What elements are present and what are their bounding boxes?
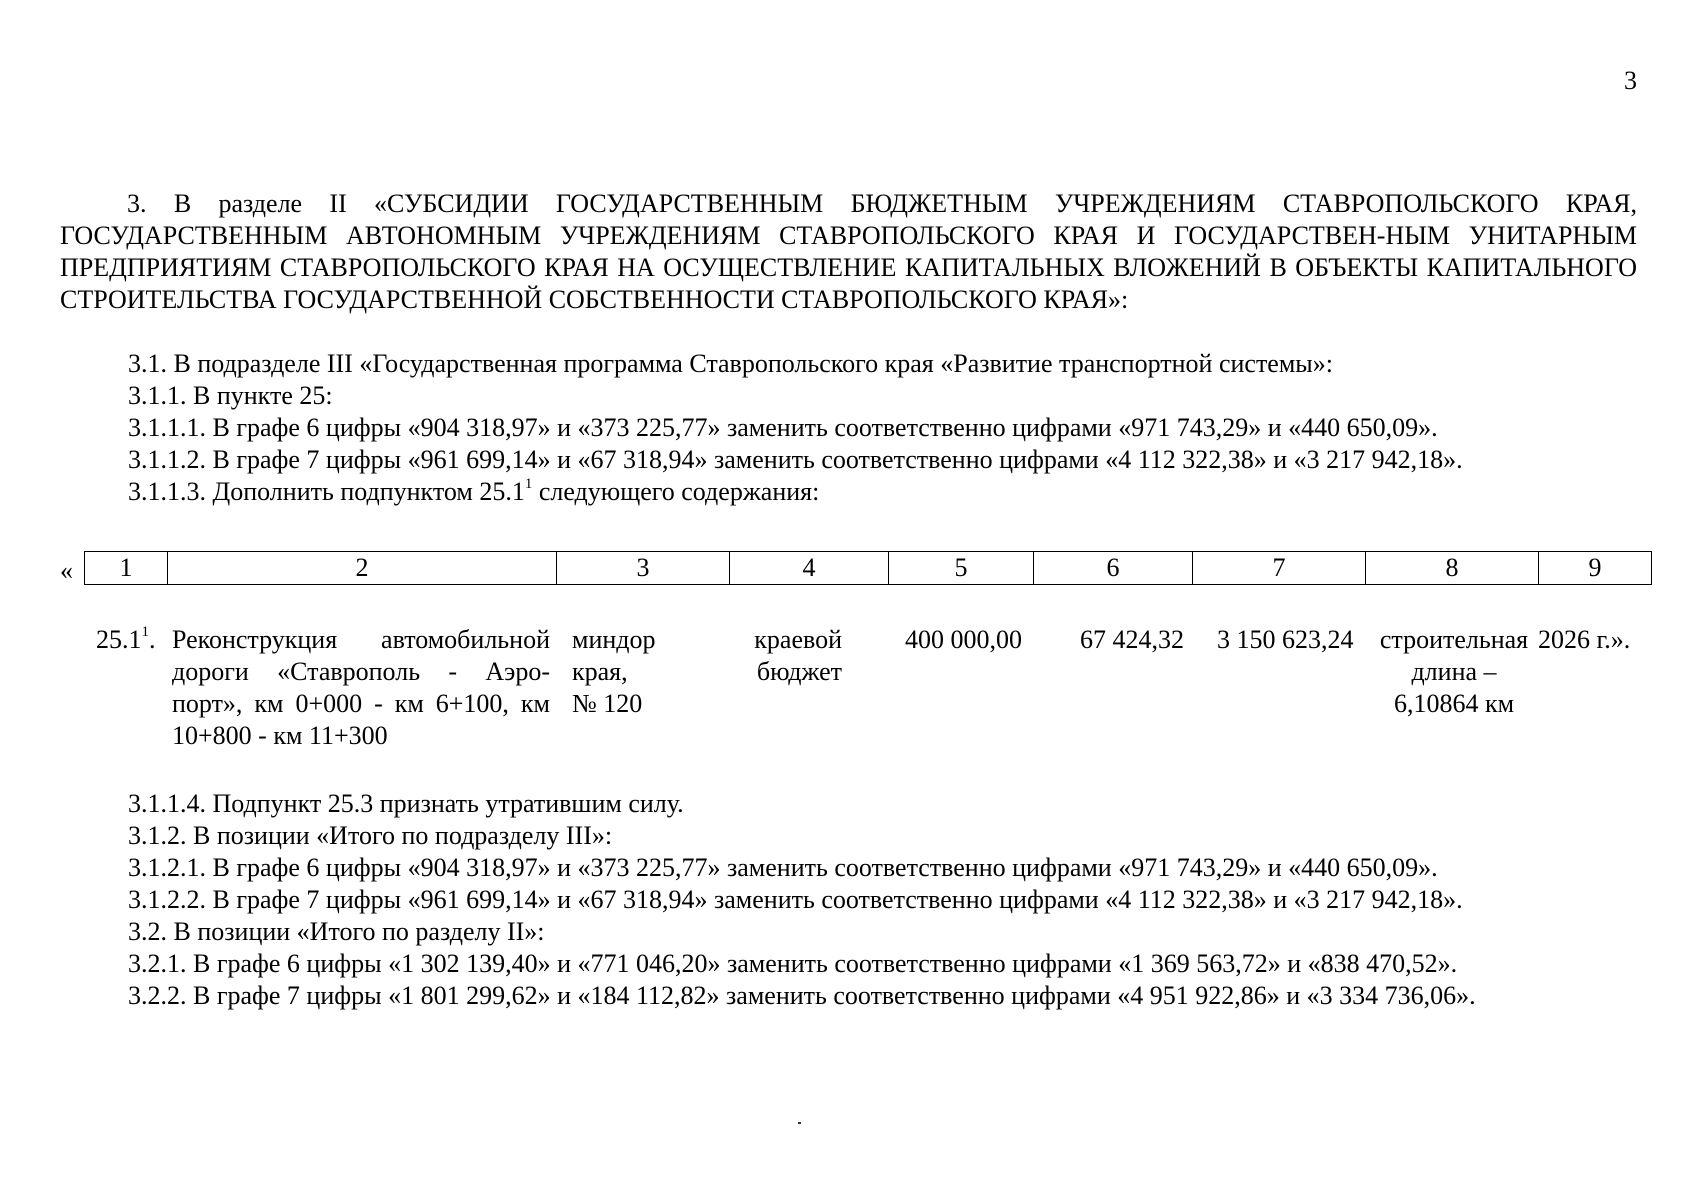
line-113-text: 3.1.1.3. Дополнить подпунктом 25.1 <box>128 477 525 506</box>
page-number: 3 <box>1624 66 1637 95</box>
amendment-line: 3.2.2. В графе 7 цифры «1 801 299,62» и «184 112,82» заменить соответственно цифрами «4 951 922,86» и «3 334 736,06». <box>128 981 1476 1010</box>
line-113-sup: 1 <box>524 476 533 493</box>
amendment-line: 3.1.2. В позиции «Итого по подразделу III»: <box>128 821 613 850</box>
value-col5: 400 000,00 <box>905 625 1022 654</box>
customer-line: № 120 <box>572 689 643 718</box>
amendment-line: 3.1.2.2. В графе 7 цифры «961 699,14» и «67 318,94» заменить соответственно цифрами «4 112 322,38» и «3 217 942,18». <box>128 885 1463 914</box>
row-number-text: 25.1 <box>96 625 142 654</box>
capacity <box>1373 624 1535 720</box>
column-number-cell: 4 <box>730 552 889 585</box>
funding-source-line: краевой <box>754 625 842 654</box>
value-col7: 3 150 623,24 <box>1217 625 1354 654</box>
column-number-cell: 3 <box>557 552 730 585</box>
capacity-line: строительная <box>1379 625 1529 654</box>
customer <box>572 624 672 720</box>
amendment-line-113 <box>128 476 1463 508</box>
column-number-cell: 8 <box>1366 552 1539 585</box>
amendment-line: 3.2. В позиции «Итого по разделу II»: <box>128 917 545 946</box>
open-quote-mark: « <box>60 556 73 585</box>
amendment-line: 3.1.1.2. В графе 7 цифры «961 699,14» и «67 318,94» заменить соответственно цифрами «4 112 322,38» и «3 217 942,18». <box>128 445 1463 474</box>
amendment-line: 3.1.2.1. В графе 6 цифры «904 318,97» и «373 225,77» заменить соответственно цифрами «971 743,29» и «440 650,09». <box>128 853 1438 882</box>
amendment-list-top <box>128 348 1463 508</box>
column-number-cell: 2 <box>168 552 557 585</box>
amendment-line: 3.1.1. В пункте 25: <box>128 381 333 410</box>
column-number-cell: 7 <box>1193 552 1366 585</box>
funding-source <box>730 624 842 688</box>
capacity-line: длина – <box>1411 657 1497 686</box>
row-number <box>96 624 156 656</box>
capacity-line: 6,10864 км <box>1393 689 1515 718</box>
column-number-cell: 9 <box>1539 552 1652 585</box>
funding-source-line: бюджет <box>756 657 842 686</box>
amendment-line: 3.1.1.1. В графе 6 цифры «904 318,97» и «373 225,77» заменить соответственно цифрами «971 743,29» и «440 650,09». <box>128 413 1438 442</box>
completion-year: 2026 г.». <box>1538 625 1631 654</box>
row-number-sup: 1 <box>141 624 149 641</box>
section-heading: 3. В разделе II «СУБСИДИИ ГОСУДАРСТВЕННЫМ БЮДЖЕТНЫМ УЧРЕЖДЕНИЯМ СТАВРОПОЛЬСКОГО КРАЯ, ГОСУДАРСТВЕННЫМ АВТОНОМНЫМ УЧРЕЖДЕНИЯМ СТАВРОПОЛЬСКОГО КРАЯ И ГОСУДАРСТВЕН-НЫМ УНИТАРНЫМ ПРЕДПРИЯТИЯМ СТАВРОПОЛЬСКОГО КРАЯ НА ОСУЩЕСТВЛЕНИЕ КАПИТАЛЬНЫХ ВЛОЖЕНИЙ В ОБЪЕКТЫ КАПИТАЛЬНОГО СТРОИТЕЛЬСТВА ГОСУДАРСТВЕННОЙ СОБСТВЕННОСТИ СТАВРОПОЛЬСКОГО КРАЯ»: <box>60 189 1637 314</box>
amendment-list-bottom <box>128 788 1476 1012</box>
column-number-cell: 6 <box>1034 552 1193 585</box>
column-number-header <box>84 551 1652 585</box>
table-row-25-1 <box>0 624 1697 754</box>
column-number-cell: 1 <box>85 552 168 585</box>
amendment-line: 3.1. В подразделе III «Государственная программа Ставропольского края «Развитие транспортной системы»: <box>128 349 1333 378</box>
column-number-cell: 5 <box>889 552 1034 585</box>
row-number-suffix: . <box>149 625 156 654</box>
customer-line: миндор края, <box>572 625 656 686</box>
scan-speck <box>798 1122 801 1124</box>
amendment-line: 3.1.1.4. Подпункт 25.3 признать утратившим силу. <box>128 789 684 818</box>
value-col6: 67 424,32 <box>1080 625 1184 654</box>
line-113-text-after: следующего содержания: <box>532 477 820 506</box>
amendment-line: 3.2.1. В графе 6 цифры «1 302 139,40» и «771 046,20» заменить соответственно цифрами «1 369 563,72» и «838 470,52». <box>128 949 1458 978</box>
object-name: Реконструкция автомобильной дороги «Ставрополь - Аэро-порт», км 0+000 - км 6+100, км 10+800 - км 11+300 <box>172 625 550 750</box>
